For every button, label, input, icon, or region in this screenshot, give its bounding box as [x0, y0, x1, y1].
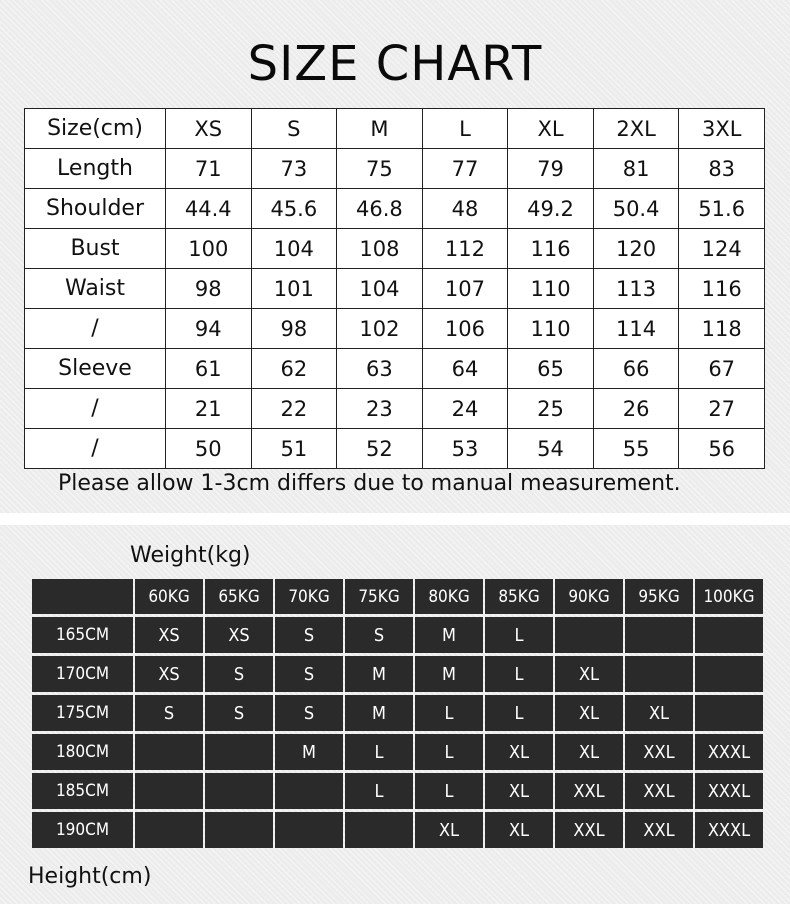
size-header-row — [25, 109, 765, 149]
measurement-value: 24 — [422, 389, 508, 429]
size-table-row — [25, 349, 765, 389]
measurement-value: 23 — [337, 389, 423, 429]
size-cell — [695, 695, 763, 731]
size-cell: M — [345, 656, 413, 692]
measurement-value: 48 — [422, 189, 508, 229]
measurement-label: Bust — [25, 229, 166, 269]
size-cell: XXL — [625, 734, 693, 770]
weight-header-cell: 85KG — [485, 579, 553, 614]
measurement-value: 100 — [166, 229, 252, 269]
size-cell: L — [415, 773, 483, 809]
measurement-value: 49.2 — [508, 189, 594, 229]
size-cell: XL — [555, 734, 623, 770]
height-row — [32, 734, 763, 770]
size-cell: S — [275, 695, 343, 731]
measurement-value: 61 — [166, 349, 252, 389]
measurement-value: 120 — [593, 229, 679, 269]
measurement-label: Shoulder — [25, 189, 166, 229]
section-divider — [0, 513, 790, 525]
size-measurement-table — [24, 108, 765, 469]
height-row — [32, 773, 763, 809]
page-title: SIZE CHART — [247, 36, 543, 92]
size-cell: M — [275, 734, 343, 770]
measurement-value: 106 — [422, 309, 508, 349]
weight-header-cell: 80KG — [415, 579, 483, 614]
size-cell: XL — [555, 656, 623, 692]
size-cell — [205, 812, 273, 848]
size-cell: XL — [485, 734, 553, 770]
weight-header-cell: 60KG — [135, 579, 203, 614]
size-cell: XL — [555, 695, 623, 731]
size-cell: L — [415, 695, 483, 731]
measurement-value: 26 — [593, 389, 679, 429]
size-cell: S — [345, 617, 413, 653]
measurement-label: Length — [25, 149, 166, 189]
measurement-value: 79 — [508, 149, 594, 189]
size-cell — [205, 773, 273, 809]
size-table-row — [25, 149, 765, 189]
measurement-label: / — [25, 389, 166, 429]
size-table-row — [25, 269, 765, 309]
measurement-value: 56 — [679, 429, 765, 469]
measurement-value: 116 — [679, 269, 765, 309]
size-cell: L — [345, 773, 413, 809]
measurement-value: 98 — [166, 269, 252, 309]
measurement-value: 63 — [337, 349, 423, 389]
size-cell — [345, 812, 413, 848]
size-cell — [555, 617, 623, 653]
weight-header-cell: 90KG — [555, 579, 623, 614]
size-cell: XL — [485, 773, 553, 809]
measurement-value: 114 — [593, 309, 679, 349]
weight-header-row — [32, 579, 763, 614]
size-cell — [275, 812, 343, 848]
size-table-row — [25, 189, 765, 229]
height-header-cell: 170CM — [32, 656, 133, 692]
measurement-value: 51 — [251, 429, 337, 469]
size-header-label: Size(cm) — [25, 109, 166, 149]
measurement-value: 52 — [337, 429, 423, 469]
size-table-row — [25, 309, 765, 349]
size-cell: XXL — [555, 812, 623, 848]
size-cell: L — [415, 734, 483, 770]
measurement-value: 104 — [251, 229, 337, 269]
measurement-value: 44.4 — [166, 189, 252, 229]
size-cell: M — [415, 656, 483, 692]
size-cell — [205, 734, 273, 770]
weight-header-cell: 65KG — [205, 579, 273, 614]
measurement-value: 62 — [251, 349, 337, 389]
size-cell: XXL — [625, 773, 693, 809]
size-header-cell: XS — [166, 109, 252, 149]
measurement-value: 98 — [251, 309, 337, 349]
size-header-cell: 2XL — [593, 109, 679, 149]
measurement-value: 81 — [593, 149, 679, 189]
size-cell — [135, 773, 203, 809]
size-cell: L — [485, 617, 553, 653]
size-cell — [695, 617, 763, 653]
size-cell: XS — [135, 617, 203, 653]
size-cell: M — [415, 617, 483, 653]
size-table-row — [25, 229, 765, 269]
height-header-cell: 190CM — [32, 812, 133, 848]
measurement-value: 102 — [337, 309, 423, 349]
grid-corner-cell — [32, 579, 133, 614]
measurement-value: 27 — [679, 389, 765, 429]
size-cell: S — [205, 656, 273, 692]
size-cell: XXL — [555, 773, 623, 809]
size-header-cell: L — [422, 109, 508, 149]
measurement-value: 113 — [593, 269, 679, 309]
measurement-value: 50.4 — [593, 189, 679, 229]
measurement-value: 75 — [337, 149, 423, 189]
size-cell: S — [275, 656, 343, 692]
size-cell: S — [135, 695, 203, 731]
measurement-value: 124 — [679, 229, 765, 269]
measurement-value: 45.6 — [251, 189, 337, 229]
size-cell: XXL — [625, 812, 693, 848]
measurement-value: 50 — [166, 429, 252, 469]
size-cell: M — [345, 695, 413, 731]
size-cell: XXXL — [695, 812, 763, 848]
size-recommendation-grid — [30, 576, 765, 851]
measurement-label: Sleeve — [25, 349, 166, 389]
measurement-value: 53 — [422, 429, 508, 469]
height-axis-label: Height(cm) — [28, 864, 152, 889]
size-cell — [625, 617, 693, 653]
measurement-value: 73 — [251, 149, 337, 189]
weight-header-cell: 75KG — [345, 579, 413, 614]
height-header-cell: 185CM — [32, 773, 133, 809]
size-table-row — [25, 389, 765, 429]
weight-header-cell: 70KG — [275, 579, 343, 614]
measurement-value: 21 — [166, 389, 252, 429]
size-cell: S — [205, 695, 273, 731]
height-header-cell: 180CM — [32, 734, 133, 770]
size-header-cell: XL — [508, 109, 594, 149]
measurement-value: 112 — [422, 229, 508, 269]
measurement-value: 110 — [508, 269, 594, 309]
weight-axis-label: Weight(kg) — [130, 543, 251, 568]
size-cell: XL — [625, 695, 693, 731]
height-row — [32, 812, 763, 848]
measurement-value: 83 — [679, 149, 765, 189]
size-cell — [135, 812, 203, 848]
height-row — [32, 656, 763, 692]
size-cell: L — [345, 734, 413, 770]
height-row — [32, 695, 763, 731]
measurement-value: 25 — [508, 389, 594, 429]
size-cell — [625, 656, 693, 692]
measurement-value: 71 — [166, 149, 252, 189]
size-cell — [275, 773, 343, 809]
size-cell — [695, 656, 763, 692]
measurement-value: 64 — [422, 349, 508, 389]
height-header-cell: 175CM — [32, 695, 133, 731]
size-header-cell: M — [337, 109, 423, 149]
size-cell: XL — [485, 812, 553, 848]
measurement-value: 110 — [508, 309, 594, 349]
measurement-label: Waist — [25, 269, 166, 309]
measurement-value: 104 — [337, 269, 423, 309]
size-cell: XS — [205, 617, 273, 653]
size-cell: S — [275, 617, 343, 653]
measurement-value: 116 — [508, 229, 594, 269]
size-cell — [135, 734, 203, 770]
height-row — [32, 617, 763, 653]
size-table-row — [25, 429, 765, 469]
measurement-note: Please allow 1-3cm differs due to manual measurement. — [58, 471, 681, 496]
measurement-value: 54 — [508, 429, 594, 469]
measurement-value: 94 — [166, 309, 252, 349]
measurement-value: 46.8 — [337, 189, 423, 229]
measurement-label: / — [25, 429, 166, 469]
size-header-cell: 3XL — [679, 109, 765, 149]
measurement-value: 65 — [508, 349, 594, 389]
size-cell: L — [485, 695, 553, 731]
height-header-cell: 165CM — [32, 617, 133, 653]
measurement-value: 67 — [679, 349, 765, 389]
size-cell: L — [485, 656, 553, 692]
measurement-value: 55 — [593, 429, 679, 469]
size-cell: XXXL — [695, 773, 763, 809]
size-cell: XXXL — [695, 734, 763, 770]
measurement-value: 66 — [593, 349, 679, 389]
size-header-cell: S — [251, 109, 337, 149]
measurement-value: 22 — [251, 389, 337, 429]
weight-header-cell: 100KG — [695, 579, 763, 614]
size-cell: XL — [415, 812, 483, 848]
size-cell: XS — [135, 656, 203, 692]
measurement-label: / — [25, 309, 166, 349]
measurement-value: 118 — [679, 309, 765, 349]
measurement-value: 108 — [337, 229, 423, 269]
measurement-value: 107 — [422, 269, 508, 309]
measurement-value: 77 — [422, 149, 508, 189]
weight-header-cell: 95KG — [625, 579, 693, 614]
measurement-value: 51.6 — [679, 189, 765, 229]
measurement-value: 101 — [251, 269, 337, 309]
